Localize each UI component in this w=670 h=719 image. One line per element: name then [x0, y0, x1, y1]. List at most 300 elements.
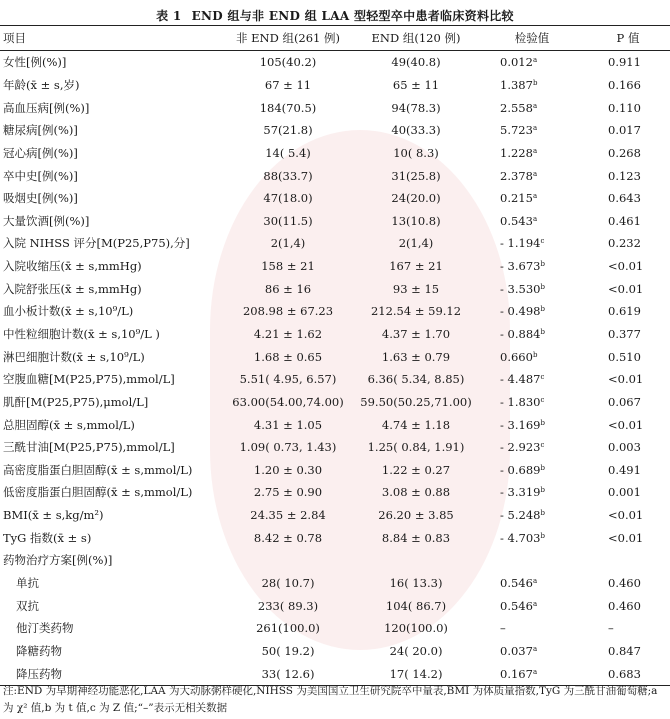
cell-end-group-text: 26.20 ± 3.85 [378, 508, 454, 523]
cell-test-value-text: 1.228 [500, 145, 533, 160]
cell-p-value-text: 0.683 [608, 666, 641, 681]
test-type-superscript: a [532, 599, 538, 608]
cell-p-value-text: 0.377 [608, 327, 641, 341]
cell-non-end-group [222, 119, 354, 142]
cell-p-value-text: <0.01 [608, 417, 644, 432]
row-label-text: 高血压病[例(%)] [3, 100, 90, 115]
cell-test-value [478, 164, 586, 187]
cell-p-value [586, 640, 670, 663]
test-type-superscript: a [532, 644, 538, 653]
cell-non-end-group-text: 208.98 ± 67.23 [242, 304, 334, 319]
cell-end-group-text: 59.50(50.25,71.00) [360, 394, 472, 409]
cell-p-value [586, 323, 670, 346]
cell-test-value-text: - 0.689 [500, 462, 541, 477]
cell-p-value [586, 413, 670, 436]
test-type-superscript: a [532, 101, 538, 110]
cell-end-group [354, 74, 478, 97]
cell-test-value-text: - 2.923 [500, 440, 541, 455]
header-test-value: 检验值 [478, 26, 586, 51]
cell-non-end-group [222, 594, 354, 617]
row-label-text: 低密度脂蛋白胆固醇(x̄ ± s,mmol/L) [3, 485, 193, 500]
cell-end-group-text: 8.84 ± 0.83 [381, 530, 451, 545]
cell-test-value-text: - 0.498 [500, 304, 541, 319]
cell-non-end-group-text: 261(100.0) [256, 621, 320, 636]
cell-end-group [354, 96, 478, 119]
cell-end-group-text: 65 ± 11 [392, 77, 440, 92]
cell-non-end-group [222, 300, 354, 323]
cell-test-value-text: 2.558 [500, 100, 533, 115]
cell-non-end-group-text: 4.31 ± 1.05 [253, 417, 323, 432]
row-label [0, 617, 222, 640]
cell-p-value-text: <0.01 [608, 281, 644, 296]
cell-p-value [586, 368, 670, 391]
cell-non-end-group [222, 640, 354, 663]
cell-non-end-group-text: 1.09( 0.73, 1.43) [239, 440, 337, 455]
row-label-text: 年龄(x̄ ± s,岁) [3, 77, 80, 92]
table-row [0, 277, 670, 300]
cell-p-value [586, 481, 670, 504]
cell-test-value-text: - 3.673 [500, 259, 541, 274]
cell-test-value [478, 549, 586, 572]
cell-p-value [586, 572, 670, 595]
row-label [0, 142, 222, 165]
cell-non-end-group-text: 30(11.5) [263, 213, 313, 228]
row-label [0, 481, 222, 504]
cell-p-value-text: 0.491 [608, 462, 641, 477]
cell-end-group [354, 345, 478, 368]
row-label [0, 413, 222, 436]
table-row [0, 345, 670, 368]
cell-test-value [478, 187, 586, 210]
table-row [0, 232, 670, 255]
row-label [0, 323, 222, 346]
cell-non-end-group [222, 277, 354, 300]
cell-non-end-group [222, 549, 354, 572]
cell-end-group-text: 24(20.0) [391, 191, 441, 206]
cell-test-value [478, 481, 586, 504]
cell-end-group [354, 255, 478, 278]
cell-non-end-group [222, 504, 354, 527]
test-type-superscript: c [540, 237, 545, 246]
cell-end-group-text: 94(78.3) [391, 100, 441, 115]
cell-p-value [586, 142, 670, 165]
cell-p-value-text: 0.460 [608, 576, 641, 591]
row-label [0, 572, 222, 595]
cell-non-end-group [222, 187, 354, 210]
cell-test-value [478, 232, 586, 255]
cell-p-value [586, 526, 670, 549]
cell-test-value [478, 594, 586, 617]
cell-p-value [586, 662, 670, 685]
row-label [0, 526, 222, 549]
cell-end-group [354, 142, 478, 165]
cell-end-group [354, 526, 478, 549]
test-type-superscript: b [540, 486, 545, 495]
cell-p-value-text: 0.643 [608, 191, 641, 206]
test-type-superscript: b [540, 328, 545, 336]
table-row [0, 436, 670, 459]
cell-end-group-text: 4.74 ± 1.18 [381, 417, 451, 432]
header-end-group: END 组(120 例) [354, 26, 478, 51]
test-type-superscript: b [540, 282, 545, 291]
cell-end-group [354, 640, 478, 663]
row-label [0, 662, 222, 685]
cell-p-value-text: 0.461 [608, 213, 641, 228]
table-row [0, 617, 670, 640]
cell-p-value [586, 594, 670, 617]
row-label-text: TyG 指数(x̄ ± s) [3, 530, 92, 545]
cell-test-value-text: - 4.703 [500, 530, 541, 545]
table-row [0, 526, 670, 549]
cell-end-group [354, 413, 478, 436]
cell-test-value-text: 0.543 [500, 213, 533, 228]
cell-test-value-text: - 3.530 [500, 281, 541, 296]
test-type-superscript: c [540, 441, 545, 450]
cell-p-value-text: <0.01 [608, 259, 644, 274]
cell-end-group [354, 572, 478, 595]
test-type-superscript: c [540, 373, 545, 382]
table-row [0, 300, 670, 323]
cell-test-value [478, 436, 586, 459]
cell-non-end-group [222, 617, 354, 640]
cell-non-end-group-text: 5.51( 4.95, 6.57) [239, 372, 337, 387]
cell-p-value-text: 0.510 [608, 349, 641, 364]
cell-end-group-text: 31(25.8) [391, 168, 441, 183]
cell-non-end-group-text: 86 ± 16 [264, 281, 312, 296]
cell-end-group-text: 17( 14.2) [389, 666, 443, 681]
cell-p-value [586, 187, 670, 210]
table-row [0, 74, 670, 97]
cell-end-group-text: 212.54 ± 59.12 [370, 304, 462, 319]
cell-end-group [354, 209, 478, 232]
table-row [0, 549, 670, 572]
cell-non-end-group [222, 74, 354, 97]
cell-p-value [586, 51, 670, 74]
row-label-text: 肌酐[M(P25,P75),μmol/L] [3, 394, 149, 409]
cell-end-group [354, 51, 478, 74]
cell-test-value [478, 526, 586, 549]
cell-p-value [586, 345, 670, 368]
table-row [0, 391, 670, 414]
cell-non-end-group-text: 2(1,4) [270, 236, 306, 251]
row-label [0, 368, 222, 391]
header-row [0, 26, 670, 51]
cell-non-end-group-text: 8.42 ± 0.78 [253, 530, 323, 545]
row-label [0, 594, 222, 617]
cell-p-value-text: <0.01 [608, 530, 644, 545]
table-number: 表 1 [156, 9, 182, 23]
cell-test-value-text: 0.167 [500, 666, 533, 681]
cell-test-value [478, 617, 586, 640]
cell-non-end-group-text: 184(70.5) [259, 100, 317, 115]
test-type-superscript: b [540, 418, 545, 427]
table-row [0, 594, 670, 617]
cell-non-end-group-text: 158 ± 21 [261, 259, 315, 274]
cell-test-value [478, 209, 586, 232]
cell-p-value-text: 0.017 [608, 123, 641, 138]
cell-non-end-group [222, 391, 354, 414]
test-type-superscript: b [540, 463, 545, 472]
cell-non-end-group [222, 323, 354, 346]
cell-test-value [478, 142, 586, 165]
cell-end-group [354, 277, 478, 300]
cell-p-value [586, 391, 670, 414]
table-row [0, 640, 670, 663]
cell-p-value [586, 164, 670, 187]
row-label [0, 549, 222, 572]
cell-end-group-text: 1.22 ± 0.27 [381, 462, 451, 477]
table-row [0, 572, 670, 595]
cell-p-value-text: 0.911 [608, 55, 641, 70]
cell-non-end-group [222, 572, 354, 595]
table-row [0, 142, 670, 165]
cell-test-value-text: 2.378 [500, 168, 533, 183]
cell-test-value-text: 0.037 [500, 643, 533, 658]
cell-non-end-group-text: 14( 5.4) [265, 145, 311, 160]
header-non-end-group: 非 END 组(261 例) [222, 26, 354, 51]
row-label [0, 300, 222, 323]
table-title [0, 7, 670, 24]
test-type-superscript: a [532, 214, 538, 223]
row-label [0, 640, 222, 663]
test-type-superscript: b [540, 531, 545, 540]
test-type-superscript: b [532, 78, 538, 87]
cell-non-end-group-text: 28( 10.7) [261, 576, 315, 591]
cell-end-group [354, 459, 478, 482]
cell-test-value [478, 51, 586, 74]
cell-test-value [478, 96, 586, 119]
cell-end-group-text: 24( 20.0) [389, 643, 443, 658]
cell-test-value [478, 345, 586, 368]
cell-test-value [478, 277, 586, 300]
table-row [0, 187, 670, 210]
row-label-text: 入院收缩压(x̄ ± s,mmHg) [3, 259, 142, 274]
cell-non-end-group [222, 142, 354, 165]
row-label-text: 双抗 [16, 598, 39, 613]
cell-non-end-group-text: 4.21 ± 1.62 [253, 327, 323, 341]
row-label [0, 74, 222, 97]
cell-test-value [478, 300, 586, 323]
row-label [0, 436, 222, 459]
cell-p-value-text: 0.268 [608, 145, 641, 160]
table-row [0, 662, 670, 685]
cell-p-value-text: – [608, 621, 614, 636]
clinical-data-table [0, 25, 670, 686]
cell-p-value-text: <0.01 [608, 372, 644, 387]
cell-p-value-text: <0.01 [608, 508, 644, 523]
row-label [0, 277, 222, 300]
cell-non-end-group-text: 33( 12.6) [261, 666, 315, 681]
cell-test-value [478, 368, 586, 391]
cell-non-end-group-text: 57(21.8) [263, 123, 313, 138]
cell-non-end-group [222, 51, 354, 74]
cell-non-end-group [222, 164, 354, 187]
test-type-superscript: b [540, 509, 545, 518]
cell-test-value [478, 119, 586, 142]
test-type-superscript: b [540, 305, 545, 314]
cell-test-value-text: 0.546 [500, 576, 533, 591]
cell-end-group [354, 436, 478, 459]
row-label-text: 入院舒张压(x̄ ± s,mmHg) [3, 281, 142, 296]
cell-test-value-text: – [500, 621, 506, 636]
cell-p-value-text: 0.460 [608, 598, 641, 613]
cell-p-value-text: 0.003 [608, 440, 641, 455]
row-label [0, 459, 222, 482]
cell-end-group [354, 164, 478, 187]
row-label [0, 119, 222, 142]
cell-end-group [354, 368, 478, 391]
row-label [0, 187, 222, 210]
cell-end-group-text: 10( 8.3) [393, 145, 439, 160]
row-label [0, 391, 222, 414]
cell-non-end-group-text: 233( 89.3) [257, 598, 319, 613]
cell-test-value-text: 0.012 [500, 55, 533, 70]
test-type-superscript: c [540, 395, 545, 404]
cell-end-group-text: 93 ± 15 [392, 281, 440, 296]
cell-end-group-text: 4.37 ± 1.70 [381, 327, 451, 341]
table-body [0, 51, 670, 686]
cell-non-end-group [222, 662, 354, 685]
cell-end-group-text: 1.25( 0.84, 1.91) [367, 440, 465, 455]
row-label-text: 高密度脂蛋白胆固醇(x̄ ± s,mmol/L) [3, 462, 193, 477]
cell-end-group [354, 323, 478, 346]
cell-end-group [354, 662, 478, 685]
cell-non-end-group [222, 368, 354, 391]
row-label-text: 大量饮酒[例(%)] [3, 213, 90, 228]
test-type-superscript: a [532, 577, 538, 586]
cell-p-value [586, 119, 670, 142]
row-label [0, 345, 222, 368]
row-label-text: 三酰甘油[M(P25,P75),mmol/L] [3, 440, 175, 455]
row-label-text: 空腹血糖[M(P25,P75),mmol/L] [3, 372, 175, 387]
cell-end-group-text: 1.63 ± 0.79 [381, 349, 451, 364]
row-label-text: 吸烟史[例(%)] [3, 191, 78, 206]
row-label [0, 255, 222, 278]
cell-end-group [354, 594, 478, 617]
row-label [0, 164, 222, 187]
row-label-text: 降压药物 [16, 666, 62, 681]
test-type-superscript: b [532, 350, 538, 359]
cell-test-value [478, 572, 586, 595]
row-label-text: 冠心病[例(%)] [3, 145, 78, 160]
table-row [0, 51, 670, 74]
cell-p-value-text: 0.123 [608, 168, 641, 183]
cell-end-group-text: 16( 13.3) [389, 576, 443, 591]
row-label [0, 504, 222, 527]
cell-non-end-group [222, 436, 354, 459]
cell-end-group [354, 481, 478, 504]
cell-end-group [354, 617, 478, 640]
cell-non-end-group-text: 50( 19.2) [261, 643, 315, 658]
cell-end-group [354, 232, 478, 255]
table-row [0, 504, 670, 527]
cell-end-group-text: 49(40.8) [391, 55, 441, 70]
cell-p-value [586, 617, 670, 640]
cell-p-value-text: 0.166 [608, 77, 641, 92]
test-type-superscript: a [532, 56, 538, 65]
cell-non-end-group-text: 88(33.7) [263, 168, 313, 183]
cell-end-group-text: 3.08 ± 0.88 [381, 485, 451, 500]
cell-end-group-text: 13(10.8) [391, 213, 441, 228]
cell-end-group-text: 2(1,4) [398, 236, 434, 251]
test-type-superscript: a [532, 146, 538, 155]
table-row [0, 323, 670, 346]
cell-test-value-text: - 3.319 [500, 485, 541, 500]
table-row [0, 413, 670, 436]
cell-end-group-text: 6.36( 5.34, 8.85) [367, 372, 465, 387]
cell-p-value [586, 549, 670, 572]
table-row [0, 481, 670, 504]
cell-end-group [354, 300, 478, 323]
table-title-text: END 组与非 END 组 LAA 型轻型卒中患者临床资料比较 [191, 9, 514, 23]
cell-p-value [586, 277, 670, 300]
cell-p-value [586, 300, 670, 323]
cell-non-end-group-text: 67 ± 11 [264, 77, 312, 92]
cell-end-group [354, 391, 478, 414]
cell-test-value [478, 391, 586, 414]
row-label-text: 药物治疗方案[例(%)] [3, 553, 113, 568]
row-label-text: 中性粒细胞计数(x̄ ± s,10⁹/L ) [3, 327, 160, 341]
cell-non-end-group [222, 459, 354, 482]
cell-non-end-group [222, 96, 354, 119]
cell-test-value-text: - 0.884 [500, 327, 541, 341]
test-type-superscript: a [532, 667, 538, 676]
cell-non-end-group-text: 1.68 ± 0.65 [253, 349, 323, 364]
table-row [0, 459, 670, 482]
row-label [0, 51, 222, 74]
cell-test-value [478, 323, 586, 346]
cell-non-end-group [222, 481, 354, 504]
cell-end-group [354, 187, 478, 210]
row-label-text: 糖尿病[例(%)] [3, 123, 78, 138]
cell-end-group [354, 504, 478, 527]
cell-test-value [478, 413, 586, 436]
test-type-superscript: a [532, 124, 538, 133]
table-footnote: 注:END 为早期神经功能恶化,LAA 为大动脉粥样硬化,NIHSS 为美国国立卫生研究院卒中量表,BMI 为体质量指数,TyG 为三酰甘油葡萄糖;a 为 χ² 值,b 为 t 值,c 为 Z 值;“–”表示无相关数据 [3, 685, 658, 714]
cell-p-value [586, 436, 670, 459]
cell-non-end-group-text: 24.35 ± 2.84 [250, 508, 326, 523]
row-label-text: BMI(x̄ ± s,kg/m²) [3, 508, 104, 523]
cell-non-end-group [222, 209, 354, 232]
row-label-text: 女性[例(%)] [3, 55, 67, 70]
cell-test-value [478, 255, 586, 278]
cell-test-value-text: 1.387 [500, 77, 533, 92]
table-row [0, 209, 670, 232]
cell-p-value-text: 0.001 [608, 485, 641, 500]
header-item: 项目 [0, 26, 222, 51]
row-label [0, 209, 222, 232]
row-label-text: 淋巴细胞计数(x̄ ± s,10⁹/L) [3, 349, 145, 364]
cell-non-end-group [222, 255, 354, 278]
cell-p-value-text: 0.619 [608, 304, 641, 319]
test-type-superscript: a [532, 192, 538, 201]
cell-p-value-text: 0.232 [608, 236, 641, 251]
cell-end-group-text: 40(33.3) [391, 123, 441, 138]
cell-non-end-group-text: 63.00(54.00,74.00) [232, 394, 344, 409]
cell-test-value-text: 0.546 [500, 598, 533, 613]
cell-test-value-text: - 4.487 [500, 372, 541, 387]
cell-end-group-text: 167 ± 21 [389, 259, 443, 274]
cell-test-value-text: 5.723 [500, 123, 533, 138]
cell-non-end-group [222, 345, 354, 368]
cell-test-value [478, 504, 586, 527]
row-label [0, 96, 222, 119]
cell-test-value-text: - 3.169 [500, 417, 541, 432]
cell-p-value-text: 0.067 [608, 394, 641, 409]
cell-p-value-text: 0.847 [608, 643, 641, 658]
cell-test-value-text: - 1.830 [500, 394, 541, 409]
row-label [0, 232, 222, 255]
